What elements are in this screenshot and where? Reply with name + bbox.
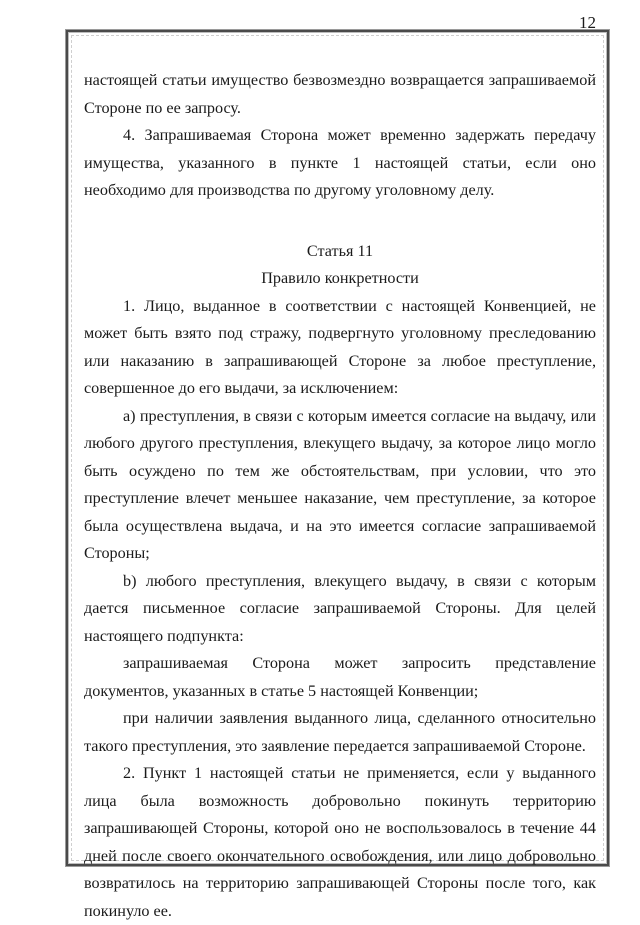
- paragraph-subitem-a: a) преступления, в связи с которым имеется согласие на выдачу, или любого другого преступления, влекущего выдачу, за которое лицо могло быть осуждено по тем же обстоятельствам, при условии, что это преступление влечет меньшее наказание, чем преступление, за которое была осуществлена выдача, и на это имеется согласие запрашиваемой Стороны;: [84, 406, 596, 562]
- section-gap: [84, 205, 596, 236]
- paragraph-clause-statement: при наличии заявления выданного лица, сделанного относительно такого преступления, это заявление передается запрашиваемой Стороне.: [84, 709, 596, 755]
- paragraph-subitem-b: b) любого преступления, влекущего выдачу, в связи с которым дается письменное согласие запрашиваемой Стороны. Для целей настоящего подпункта:: [84, 571, 596, 645]
- paragraph-item-4: 4. Запрашиваемая Сторона может временно задержать передачу имущества, указанного в пункте 1 настоящей статьи, если оно необходимо для производства по другому уголовному делу.: [84, 126, 596, 199]
- paragraph-continuation: настоящей статьи имущество безвозмездно возвращается запрашиваемой Стороне по ее запросу.: [84, 71, 596, 117]
- article-subtitle: Правило конкретности: [261, 269, 419, 287]
- paragraph-item-1: 1. Лицо, выданное в соответствии с настоящей Конвенцией, не может быть взято под стражу, подвергнуто уголовному преследованию или наказанию в запрашивающей Стороне за любое преступление, совершенное до его выдачи, за исключением:: [84, 296, 596, 397]
- document-body: [84, 67, 596, 925]
- page-number: 12: [579, 13, 596, 32]
- paragraph-item-2: 2. Пункт 1 настоящей статьи не применяется, если у выданного лица была возможность добровольно покинуть территорию запрашивающей Стороны, которой оно не воспользовалось в течение 44 дней после своего окончательного освобождения, или лицо добровольно возвратилось на территорию запрашивающей Стороны после того, как покинуло ее.: [84, 764, 596, 920]
- paragraph-clause-documents: запрашиваемая Сторона может запросить представление документов, указанных в статье 5 настоящей Конвенции;: [84, 654, 596, 700]
- article-title: Статья 11: [306, 241, 374, 260]
